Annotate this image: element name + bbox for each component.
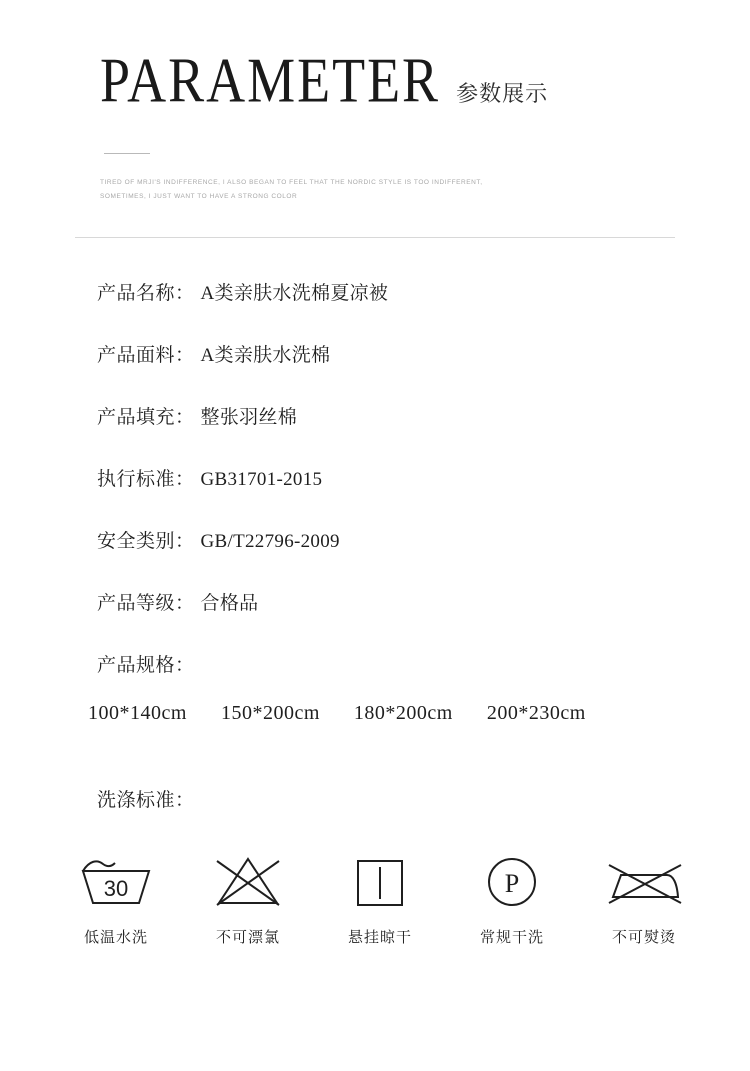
header-subtext — [100, 176, 560, 203]
size-item: 150*200cm — [220, 702, 320, 724]
dry-clean-p-circle-icon — [473, 850, 551, 912]
spec-row — [0, 402, 750, 464]
header-subtext-line-1: TIRED OF MRJI'S INDIFFERENCE, I ALSO BEGAN TO FEEL THAT THE NORDIC STYLE IS TOO INDIFFERENT, — [100, 179, 483, 186]
spec-row — [0, 588, 750, 650]
spec-label: 执行标准： — [97, 469, 195, 490]
care-item — [462, 850, 562, 947]
sizes-label-row — [0, 650, 750, 696]
spec-label: 产品填充： — [97, 407, 195, 428]
spec-value: GB31701-2015 — [200, 469, 323, 490]
spec-label: 产品面料： — [97, 345, 195, 366]
page-title-cn: 参数展示 — [456, 81, 549, 106]
spec-row — [0, 278, 750, 340]
care-caption: 悬挂晾干 — [347, 929, 412, 946]
spec-value: A类亲肤水洗棉 — [200, 345, 331, 366]
title-row — [0, 0, 750, 116]
spec-row — [0, 340, 750, 402]
size-item: 180*200cm — [353, 702, 453, 724]
spec-value: 整张羽丝棉 — [200, 407, 298, 428]
size-list — [0, 702, 750, 725]
care-item — [594, 850, 694, 947]
care-caption: 不可熨烫 — [611, 929, 676, 946]
spec-row — [0, 464, 750, 526]
care-caption: 低温水洗 — [83, 929, 148, 946]
sizes-label: 产品规格： — [97, 655, 195, 676]
spec-row — [0, 526, 750, 588]
spec-list — [0, 278, 750, 947]
care-item — [198, 850, 298, 947]
wash-standard-title: 洗涤标准： — [97, 790, 195, 811]
spec-value: A类亲肤水洗棉夏凉被 — [200, 283, 389, 304]
no-iron-icon — [601, 850, 687, 912]
spec-value: 合格品 — [200, 593, 259, 614]
spec-value: GB/T22796-2009 — [200, 531, 340, 552]
care-icon-row — [0, 850, 750, 947]
page-title-en: PARAMETER — [100, 44, 441, 116]
care-caption: 常规干洗 — [479, 929, 544, 946]
size-item: 200*230cm — [486, 702, 586, 724]
header-subtext-line-2: SOMETIMES, I JUST WANT TO HAVE A STRONG COLOR — [100, 192, 298, 200]
wash-tub-30-icon — [77, 850, 155, 912]
spec-label: 产品等级： — [97, 593, 195, 614]
size-item: 100*140cm — [88, 702, 187, 724]
care-item — [66, 850, 166, 947]
page-header — [0, 0, 750, 200]
short-divider — [104, 153, 150, 154]
no-bleach-triangle-icon — [209, 850, 287, 912]
spec-label: 产品名称： — [97, 283, 195, 304]
care-item — [330, 850, 430, 947]
svg-text:P: P — [504, 869, 520, 898]
svg-text:30: 30 — [103, 876, 129, 901]
section-divider — [75, 237, 675, 238]
line-dry-square-icon — [341, 850, 419, 912]
spec-label: 安全类别： — [97, 531, 195, 552]
care-caption: 不可漂氯 — [215, 929, 280, 946]
